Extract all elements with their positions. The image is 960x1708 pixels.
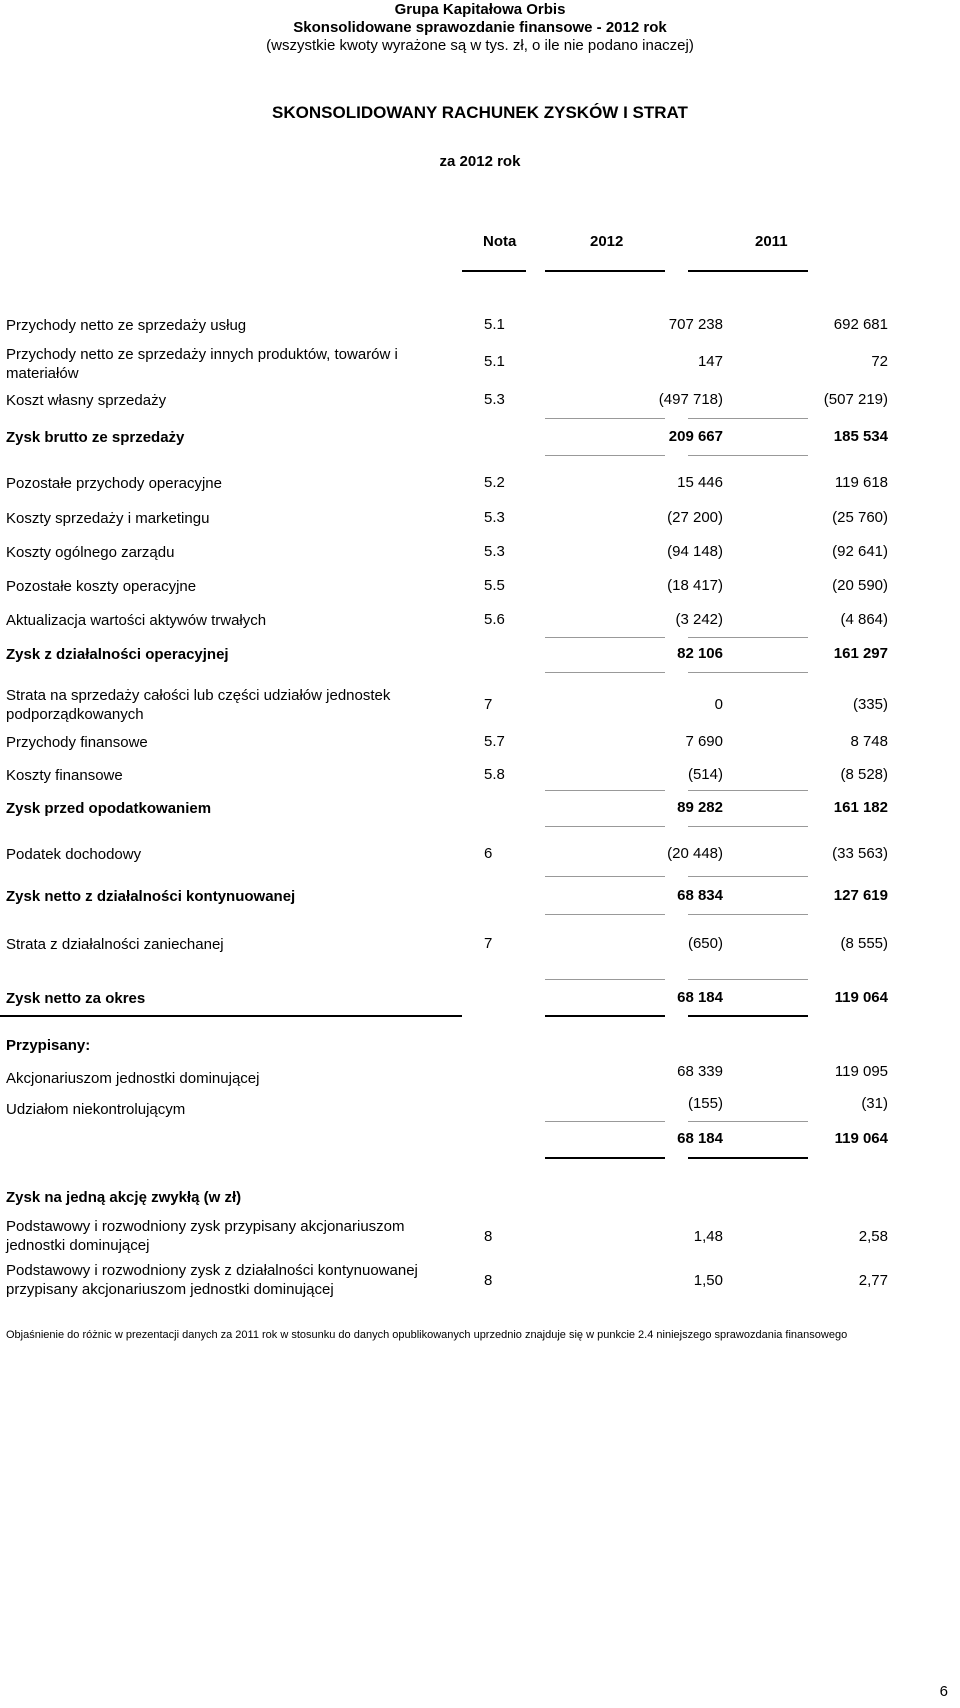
rule	[688, 979, 808, 980]
row-value-2011: (31)	[861, 1095, 888, 1112]
row-value-2012: 89 282	[677, 799, 723, 816]
footnote: Objaśnienie do różnic w prezentacji danych za 2011 rok w stosunku do danych opublikowanych uprzednio znajduje się w punkcie 2.4 niniejszego sprawozdania finansowego	[6, 1329, 848, 1341]
rule	[545, 790, 665, 791]
rule	[688, 1121, 808, 1122]
section-heading: Zysk na jedną akcję zwykłą (w zł)	[6, 1189, 242, 1206]
page-number: 6	[939, 1683, 948, 1700]
row-value-2011: 119 064	[834, 1130, 888, 1147]
row-note: 5.5	[484, 577, 505, 594]
row-note: 5.7	[484, 733, 505, 750]
header-rule-2011	[688, 270, 808, 272]
row-label: Pozostałe koszty operacyjne	[6, 578, 197, 595]
row-note: 5.3	[484, 543, 505, 560]
row-value-2011: (8 528)	[840, 766, 888, 783]
row-value-2012: (3 242)	[675, 611, 723, 628]
row-label: Koszty ogólnego zarządu	[6, 544, 175, 561]
row-value-2012: (27 200)	[667, 509, 723, 526]
row-label: Aktualizacja wartości aktywów trwałych	[6, 612, 267, 629]
row-label: Strata na sprzedaży całości lub części udziałów jednostek podporządkowanych	[6, 687, 391, 723]
row-label: Koszty finansowe	[6, 767, 123, 784]
row-value-2012: 7 690	[685, 733, 723, 750]
row-label: Strata z działalności zaniechanej	[6, 936, 224, 953]
rule-dark	[0, 1015, 462, 1017]
row-value-2012: 68 834	[677, 887, 723, 904]
row-label: Zysk netto z działalności kontynuowanej	[6, 888, 296, 905]
row-value-2012: (155)	[687, 1095, 723, 1112]
row-value-2012: (497 718)	[658, 391, 723, 408]
row-value-2011: 127 619	[833, 887, 888, 904]
row-note: 5.3	[484, 391, 505, 408]
row-value-2012: 0	[714, 696, 723, 713]
rule	[688, 455, 808, 456]
row-label: Koszty sprzedaży i marketingu	[6, 510, 210, 527]
statement-title: SKONSOLIDOWANY RACHUNEK ZYSKÓW I STRAT	[272, 103, 688, 122]
column-header-2012: 2012	[590, 233, 624, 250]
column-header-2011: 2011	[755, 233, 788, 250]
row-value-2012: 82 106	[677, 645, 723, 662]
row-value-2011: 72	[871, 353, 888, 370]
row-value-2012: (94 148)	[667, 543, 723, 560]
section-heading: Przypisany:	[6, 1037, 91, 1054]
units-note: (wszystkie kwoty wyrażone są w tys. zł, o ile nie podano inaczej)	[266, 37, 694, 54]
row-value-2011: 185 534	[833, 428, 888, 445]
rule	[545, 637, 665, 638]
report-title: Skonsolidowane sprawozdanie finansowe - 2012 rok	[293, 19, 667, 36]
statement-period: za 2012 rok	[439, 153, 521, 170]
row-value-2011: 2,77	[858, 1272, 888, 1289]
row-value-2012: 209 667	[668, 428, 723, 445]
row-value-2012: 68 339	[677, 1063, 723, 1080]
rule	[545, 826, 665, 827]
row-value-2011: 119 064	[834, 989, 888, 1006]
row-value-2011: 161 297	[833, 645, 888, 662]
row-value-2012: (650)	[687, 935, 723, 952]
row-value-2011: (25 760)	[832, 509, 888, 526]
rule	[545, 979, 665, 980]
row-note: 5.1	[484, 316, 505, 333]
row-value-2012: 1,48	[693, 1228, 723, 1245]
row-note: 6	[484, 845, 493, 862]
rule	[545, 672, 665, 673]
row-value-2011: 692 681	[833, 316, 888, 333]
row-label: Zysk z działalności operacyjnej	[6, 646, 229, 663]
row-value-2011: (335)	[852, 696, 888, 713]
rule	[545, 876, 665, 877]
row-label: Podatek dochodowy	[6, 846, 142, 863]
column-header-note: Nota	[483, 233, 517, 250]
row-note: 5.3	[484, 509, 505, 526]
row-label: Zysk brutto ze sprzedaży	[6, 429, 185, 446]
row-value-2011: (20 590)	[832, 577, 888, 594]
row-value-2011: 119 618	[834, 474, 888, 491]
row-label: Zysk przed opodatkowaniem	[6, 800, 212, 817]
company-name: Grupa Kapitałowa Orbis	[394, 1, 566, 18]
rule	[688, 876, 808, 877]
row-note: 5.2	[484, 474, 505, 491]
row-value-2011: 119 095	[834, 1063, 888, 1080]
rule	[688, 418, 808, 419]
row-value-2012: 707 238	[668, 316, 723, 333]
row-value-2012: 68 184	[677, 989, 723, 1006]
row-value-2012: 15 446	[677, 474, 723, 491]
row-value-2012: 68 184	[677, 1130, 723, 1147]
row-value-2012: 147	[697, 353, 723, 370]
row-label: Akcjonariuszom jednostki dominującej	[6, 1070, 260, 1087]
row-label: Pozostałe przychody operacyjne	[6, 475, 222, 492]
row-value-2011: 161 182	[833, 799, 888, 816]
row-value-2011: 2,58	[858, 1228, 888, 1245]
row-label: Podstawowy i rozwodniony zysk przypisany akcjonariuszom jednostki dominującej	[6, 1218, 405, 1254]
row-note: 5.8	[484, 766, 505, 783]
row-label: Koszt własny sprzedaży	[6, 392, 167, 409]
rule-dark	[688, 1015, 808, 1017]
row-value-2012: 1,50	[693, 1272, 723, 1289]
row-value-2011: 8 748	[850, 733, 888, 750]
row-value-2011: (33 563)	[832, 845, 888, 862]
rule	[545, 455, 665, 456]
row-note: 8	[484, 1228, 493, 1245]
row-value-2011: (4 864)	[840, 611, 888, 628]
row-label: Podstawowy i rozwodniony zysk z działalności kontynuowanej przypisany akcjonariuszom jednostki dominującej	[6, 1262, 418, 1298]
header-rule-note	[462, 270, 526, 272]
row-note: 8	[484, 1272, 493, 1289]
row-value-2012: (20 448)	[667, 845, 723, 862]
rule	[688, 826, 808, 827]
row-label: Zysk netto za okres	[6, 990, 146, 1007]
rule	[545, 1121, 665, 1122]
row-label: Przychody finansowe	[6, 734, 148, 751]
rule-dark	[688, 1157, 808, 1159]
rule	[688, 914, 808, 915]
row-label: Przychody netto ze sprzedaży usług	[6, 317, 247, 334]
row-label: Udziałom niekontrolującym	[6, 1101, 186, 1118]
row-value-2011: (8 555)	[840, 935, 888, 952]
rule-dark	[545, 1015, 665, 1017]
row-value-2011: (507 219)	[823, 391, 888, 408]
row-note: 5.6	[484, 611, 505, 628]
row-value-2012: (18 417)	[667, 577, 723, 594]
row-label: Przychody netto ze sprzedaży innych produktów, towarów i materiałów	[6, 346, 398, 382]
rule	[545, 418, 665, 419]
header-rule-2012	[545, 270, 665, 272]
row-note: 7	[484, 696, 493, 713]
row-value-2012: (514)	[687, 766, 723, 783]
rule	[545, 914, 665, 915]
rule	[688, 672, 808, 673]
row-note: 5.1	[484, 353, 505, 370]
rule-dark	[545, 1157, 665, 1159]
rule	[688, 637, 808, 638]
rule	[688, 790, 808, 791]
row-value-2011: (92 641)	[832, 543, 888, 560]
row-note: 7	[484, 935, 493, 952]
